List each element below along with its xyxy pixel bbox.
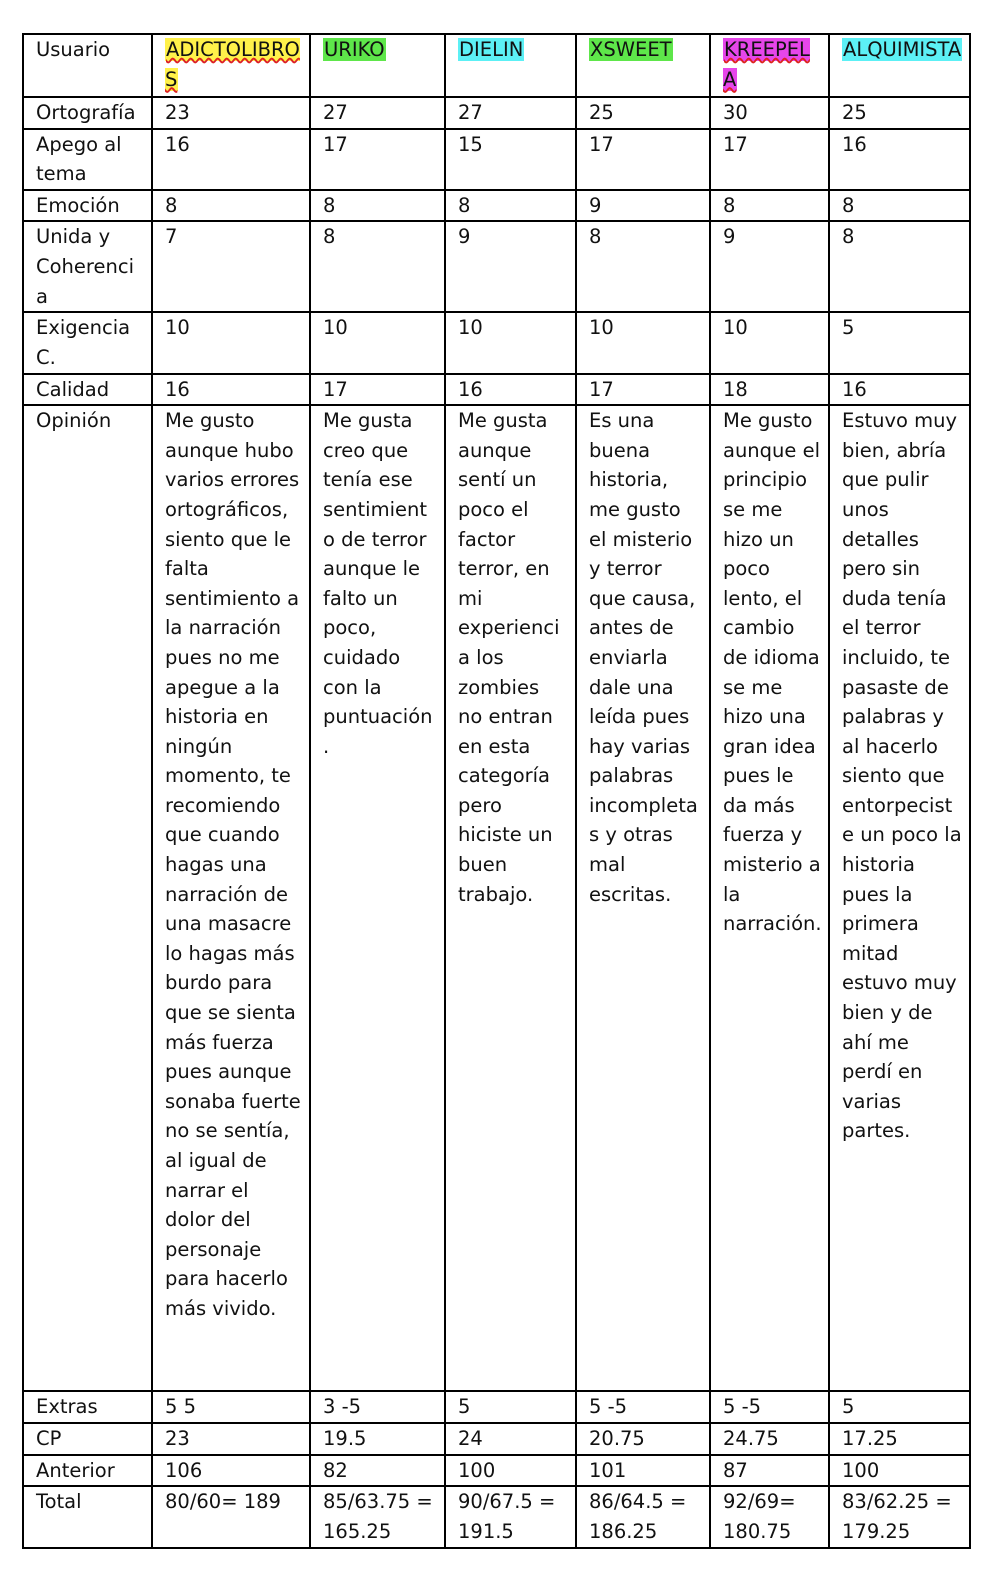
unidad-value-cell: 8 — [829, 221, 970, 312]
total-value-cell: 92/69= 180.75 — [710, 1486, 829, 1547]
calidad-value-cell: 17 — [310, 374, 445, 406]
cp-value-cell: 20.75 — [576, 1423, 710, 1455]
emocion-value-cell: 8 — [445, 190, 576, 222]
emocion-value-cell: 8 — [152, 190, 310, 222]
user-name: KREEPELA — [723, 38, 810, 91]
exigencia-value-cell: 10 — [152, 312, 310, 373]
total-value-cell: 85/63.75 = 165.25 — [310, 1486, 445, 1547]
row-label: Anterior — [23, 1455, 152, 1487]
emocion-value-cell: 9 — [576, 190, 710, 222]
user-name: DIELIN — [459, 38, 524, 61]
user-header-cell — [445, 34, 576, 97]
unidad-value-cell: 7 — [152, 221, 310, 312]
user-header-cell — [310, 34, 445, 97]
exigencia-value-cell: 10 — [576, 312, 710, 373]
extras-value-cell: 5 — [829, 1391, 970, 1423]
row-apego — [23, 129, 970, 190]
header-row — [23, 34, 970, 97]
row-anterior — [23, 1455, 970, 1487]
anterior-value-cell: 106 — [152, 1455, 310, 1487]
row-calidad — [23, 374, 970, 406]
opinion-value-cell: Me gusto aunque el principio se me hizo un poco lento, el cambio de idioma se me hizo una gran idea pues le da más fuerza y misterio a la narración. — [710, 405, 829, 1391]
row-opinion — [23, 405, 970, 1391]
row-label: CP — [23, 1423, 152, 1455]
ortografia-value-cell: 27 — [310, 97, 445, 129]
row-label: Ortografía — [23, 97, 152, 129]
apego-value-cell: 16 — [829, 129, 970, 190]
extras-value-cell: 5 — [445, 1391, 576, 1423]
emocion-value-cell: 8 — [829, 190, 970, 222]
user-name: URIKO — [324, 38, 385, 61]
calidad-value-cell: 16 — [829, 374, 970, 406]
ortografia-value-cell: 23 — [152, 97, 310, 129]
unidad-value-cell: 8 — [310, 221, 445, 312]
user-name: ADICTOLIBROS — [165, 38, 300, 91]
extras-value-cell: 5 -5 — [576, 1391, 710, 1423]
total-value-cell: 80/60= 189 — [152, 1486, 310, 1547]
user-header-cell — [576, 34, 710, 97]
user-name: ALQUIMISTA — [843, 38, 962, 61]
anterior-value-cell: 101 — [576, 1455, 710, 1487]
row-label: Calidad — [23, 374, 152, 406]
opinion-value-cell: Es una buena historia, me gusto el misterio y terror que causa, antes de enviarla dale una leída pues hay varias palabras incompletas y otras mal escritas. — [576, 405, 710, 1391]
cp-value-cell: 19.5 — [310, 1423, 445, 1455]
extras-value-cell: 5 5 — [152, 1391, 310, 1423]
cp-value-cell: 24.75 — [710, 1423, 829, 1455]
user-header-cell — [710, 34, 829, 97]
exigencia-value-cell: 10 — [310, 312, 445, 373]
apego-value-cell: 17 — [310, 129, 445, 190]
row-cp — [23, 1423, 970, 1455]
ortografia-value-cell: 30 — [710, 97, 829, 129]
cp-value-cell: 24 — [445, 1423, 576, 1455]
anterior-value-cell: 82 — [310, 1455, 445, 1487]
ortografia-value-cell: 27 — [445, 97, 576, 129]
calidad-value-cell: 18 — [710, 374, 829, 406]
row-ortografia — [23, 97, 970, 129]
apego-value-cell: 17 — [710, 129, 829, 190]
row-label: Unida y Coherencia — [23, 221, 152, 312]
cp-value-cell: 23 — [152, 1423, 310, 1455]
row-label: Opinión — [23, 405, 152, 1391]
unidad-value-cell: 9 — [710, 221, 829, 312]
total-value-cell: 83/62.25 = 179.25 — [829, 1486, 970, 1547]
apego-value-cell: 15 — [445, 129, 576, 190]
row-total — [23, 1486, 970, 1547]
calidad-value-cell: 16 — [152, 374, 310, 406]
user-header-cell — [829, 34, 970, 97]
exigencia-value-cell: 10 — [710, 312, 829, 373]
row-unidad — [23, 221, 970, 312]
cp-value-cell: 17.25 — [829, 1423, 970, 1455]
row-label: Extras — [23, 1391, 152, 1423]
anterior-value-cell: 87 — [710, 1455, 829, 1487]
exigencia-value-cell: 5 — [829, 312, 970, 373]
row-label: Total — [23, 1486, 152, 1547]
header-label: Usuario — [23, 34, 152, 97]
row-emocion — [23, 190, 970, 222]
extras-value-cell: 3 -5 — [310, 1391, 445, 1423]
emocion-value-cell: 8 — [710, 190, 829, 222]
opinion-value-cell: Me gusta aunque sentí un poco el factor terror, en mi experiencia los zombies no entran en esta categoría pero hiciste un buen trabajo. — [445, 405, 576, 1391]
user-header-cell — [152, 34, 310, 97]
emocion-value-cell: 8 — [310, 190, 445, 222]
exigencia-value-cell: 10 — [445, 312, 576, 373]
evaluation-table — [22, 33, 971, 1549]
calidad-value-cell: 16 — [445, 374, 576, 406]
row-label: Emoción — [23, 190, 152, 222]
anterior-value-cell: 100 — [445, 1455, 576, 1487]
user-name: XSWEET — [590, 38, 672, 61]
anterior-value-cell: 100 — [829, 1455, 970, 1487]
ortografia-value-cell: 25 — [829, 97, 970, 129]
row-label: Exigencia C. — [23, 312, 152, 373]
unidad-value-cell: 9 — [445, 221, 576, 312]
unidad-value-cell: 8 — [576, 221, 710, 312]
row-exigencia — [23, 312, 970, 373]
opinion-value-cell: Me gusta creo que tenía ese sentimiento de terror aunque le falto un poco, cuidado con la puntuación. — [310, 405, 445, 1391]
row-extras — [23, 1391, 970, 1423]
row-label: Apego al tema — [23, 129, 152, 190]
opinion-value-cell: Me gusto aunque hubo varios errores ortográficos, siento que le falta sentimiento a la narración pues no me apegue a la historia en ningún momento, te recomiendo que cuando hagas una narración de una masacre lo hagas más burdo para que se sienta más fuerza pues aunque sonaba fuerte no se sentía, al igual de narrar el dolor del personaje para hacerlo más vivido. — [152, 405, 310, 1391]
extras-value-cell: 5 -5 — [710, 1391, 829, 1423]
calidad-value-cell: 17 — [576, 374, 710, 406]
opinion-value-cell: Estuvo muy bien, abría que pulir unos detalles pero sin duda tenía el terror incluido, te pasaste de palabras y al hacerlo siento que entorpeciste un poco la historia pues la primera mitad estuvo muy bien y de ahí me perdí en varias partes. — [829, 405, 970, 1391]
ortografia-value-cell: 25 — [576, 97, 710, 129]
total-value-cell: 90/67.5 = 191.5 — [445, 1486, 576, 1547]
total-value-cell: 86/64.5 = 186.25 — [576, 1486, 710, 1547]
apego-value-cell: 17 — [576, 129, 710, 190]
apego-value-cell: 16 — [152, 129, 310, 190]
